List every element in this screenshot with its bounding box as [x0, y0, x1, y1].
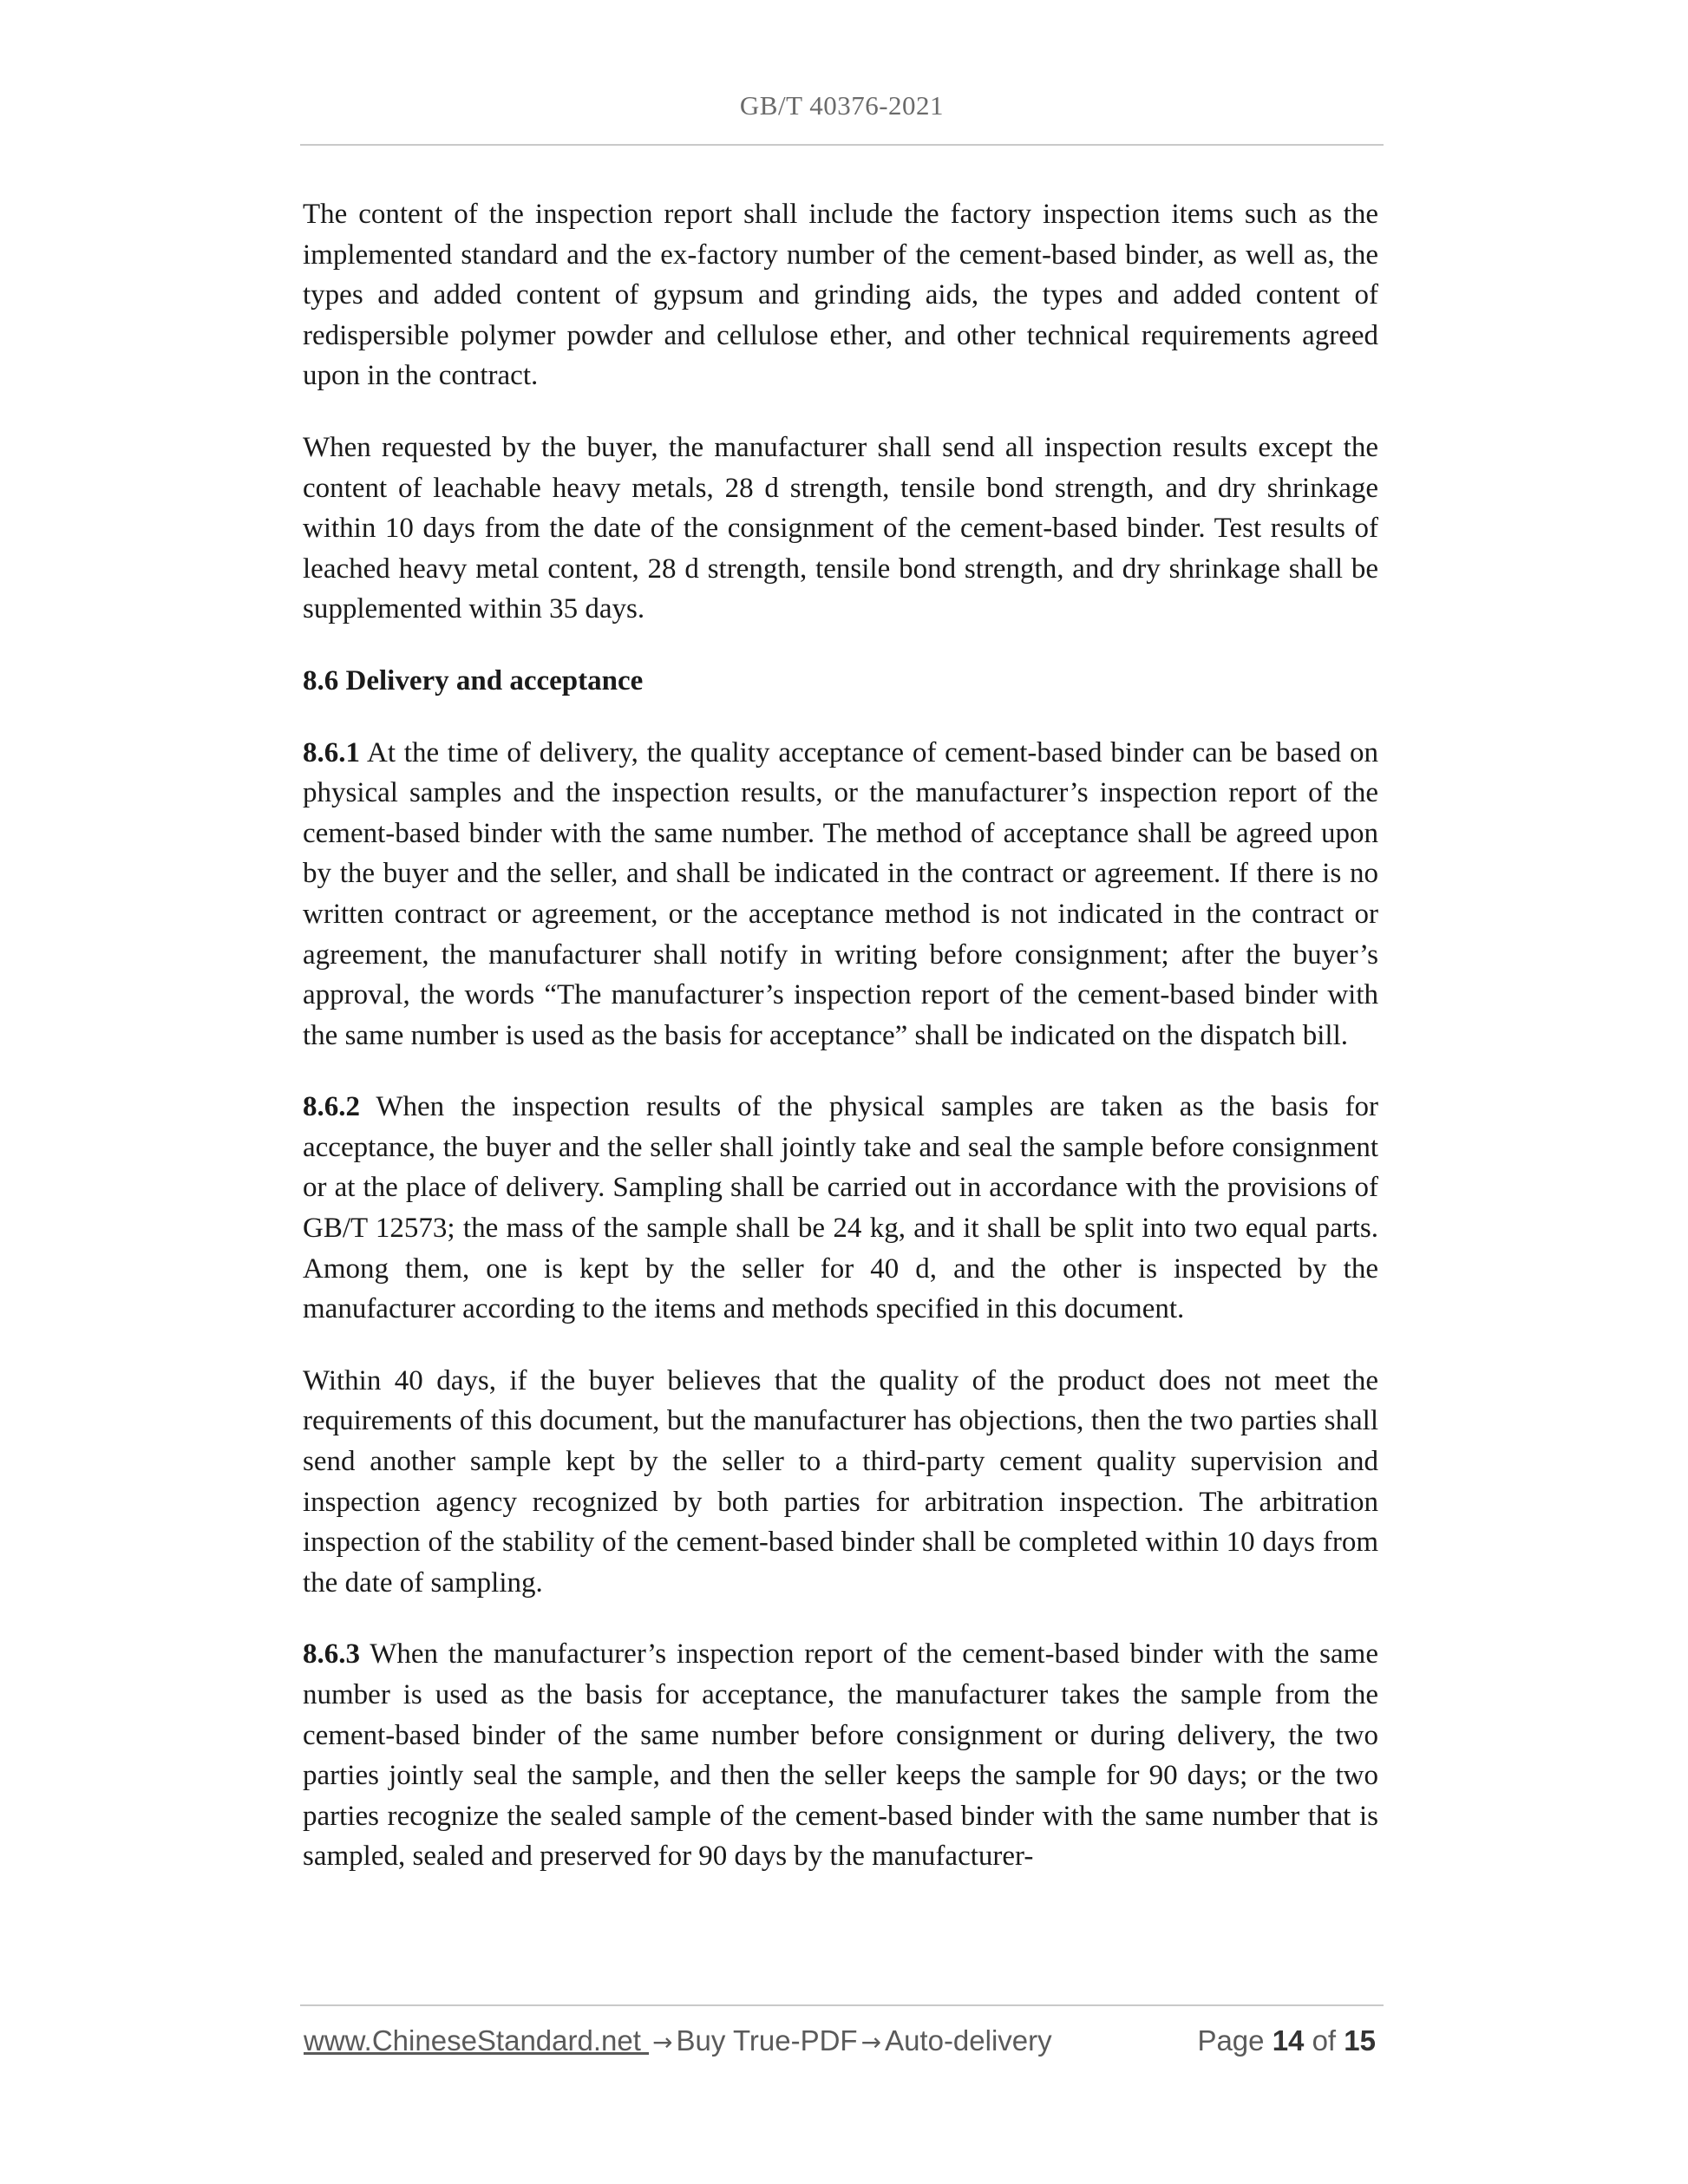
clause-8-6-1 [303, 733, 1378, 1056]
clause-8-6-3 [303, 1634, 1378, 1877]
page-number [1197, 2024, 1376, 2057]
clause-8-6-2 [303, 1087, 1378, 1330]
paragraph-buyer-request: When requested by the buyer, the manufacturer shall send all inspection results except the content of leachable heavy metals, 28 d strength, tensile bond strength, and dry shrinkage within 10 days from the date of the consignment of the cement-based binder. Test results of leached heavy metal content, 28 d strength, tensile bond strength, and dry shrinkage shall be supplemented within 35 days. [303, 431, 1378, 625]
paragraph-within-40-days: Within 40 days, if the buyer believes that the quality of the product does not meet the requirements of this document, but the manufacturer has objections, then the two parties shall send another sample kept by the seller to a third-party cement quality supervision and inspection agency recognized by both parties for arbitration inspection. The arbitration inspection of the stability of the cement-based binder shall be completed within 10 days from the date of sampling. [303, 1364, 1378, 1599]
site-link[interactable]: www.ChineseStandard.net [304, 2024, 650, 2056]
page-label: Page [1197, 2024, 1265, 2056]
clause-number-8-6-3: 8.6.3 [303, 1638, 360, 1671]
clause-text-8-6-1: At the time of delivery, the quality acceptance of cement-based binder can be based on physical samples and the inspection results, or the manufacturer’s inspection report of the cement-based binder with the same number. The method of acceptance shall be agreed upon by the buyer and the seller, and shall be indicated in the contract or agreement. If there is no written contract or agreement, or the acceptance method is not indicated in the contract or agreement, the manufacturer shall notify in writing before consignment; after the buyer’s approval, the words “The manufacturer’s inspection report of the cement-based binder with the same number is used as the basis for acceptance” shall be indicated on the dispatch bill. [303, 736, 1378, 1051]
buy-true-pdf-text: Buy True-PDF [676, 2024, 858, 2056]
clause-text-8-6-2: When the inspection results of the physical samples are taken as the basis for acceptance, the buyer and the seller shall jointly take and seal the sample before consignment or at the place of delivery. Sampling shall be carried out in accordance with the provisions of GB/T 12573; the mass of the sample shall be 24 kg, and it shall be split into two equal parts. Among them, one is kept by the seller for 40 d, and the other is inspected by the manufacturer according to the items and methods specified in this document. [303, 1091, 1378, 1325]
paragraph-report-content: The content of the inspection report shall include the factory inspection items such as the implemented standard and the ex-factory number of the cement-based binder, as well as, the types and added content of gypsum and grinding aids, the types and added content of redispersible polymer powder and cellulose ether, and other technical requirements agreed upon in the contract. [303, 199, 1378, 392]
page-current: 14 [1272, 2024, 1305, 2056]
document-body [303, 194, 1378, 1908]
footer-divider [300, 2004, 1384, 2006]
of-label: of [1312, 2024, 1337, 2056]
arrow-right-icon: → [860, 2028, 882, 2056]
page-header-doc-code: GB/T 40376-2021 [739, 90, 945, 121]
arrow-right-icon: → [652, 2028, 673, 2056]
clause-text-8-6-3: When the manufacturer’s inspection report of the cement-based binder with the same number is used as the basis for acceptance, the manufacturer takes the sample from the cement-based binder of the same number before consignment or during delivery, the two parties jointly seal the sample, and then the seller keeps the sample for 90 days; or the two parties recognize the sealed sample of the cement-based binder with the same number that is sampled, sealed and preserved for 90 days by the manufacturer- [303, 1638, 1378, 1873]
page-total: 15 [1344, 2024, 1376, 2056]
header-divider [300, 144, 1384, 146]
section-heading-8-6: 8.6 Delivery and acceptance [303, 664, 644, 696]
footer-links [304, 2024, 1052, 2057]
clause-number-8-6-1: 8.6.1 [303, 736, 360, 768]
clause-number-8-6-2: 8.6.2 [303, 1091, 360, 1123]
auto-delivery-text: Auto-delivery [885, 2024, 1052, 2056]
